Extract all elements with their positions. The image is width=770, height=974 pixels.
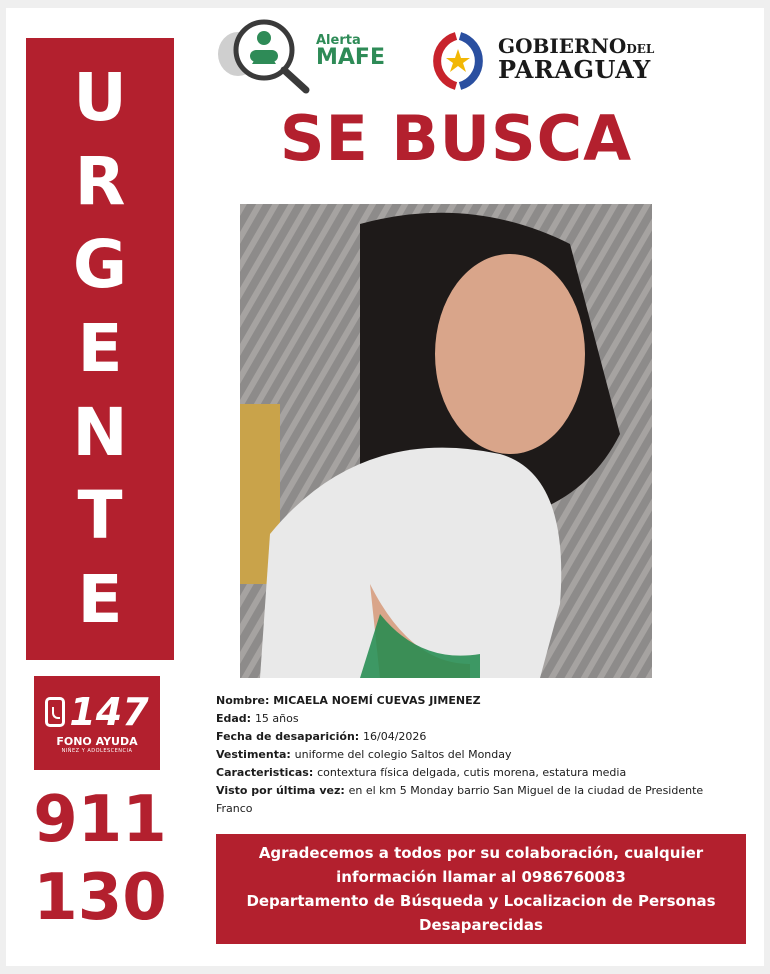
detail-traits: Caracteristicas: contextura física delgada, cutis morena, estatura media: [216, 766, 627, 779]
fono-number: 147: [69, 689, 149, 734]
paraguay-seal-icon: [426, 30, 490, 90]
detail-last-seen: Visto por última vez: en el km 5 Monday barrio San Miguel de la ciudad de Presidente Franco: [216, 784, 704, 815]
missing-person-poster: [6, 8, 764, 966]
person-details: [216, 692, 736, 818]
mafe-big-text: MAFE: [316, 45, 385, 70]
detail-name: Nombre: MICAELA NOEMÍ CUEVAS JIMENEZ: [216, 694, 481, 707]
fono-ayuda-badge: [34, 676, 160, 770]
footer-line: Agradecemos a todos por su colaboración, cualquier: [258, 844, 704, 862]
fono-label: FONO AYUDA: [56, 734, 138, 748]
emergency-number-130: 130: [33, 861, 167, 935]
missing-person-photo: [240, 204, 652, 678]
footer-line: información llamar al 0986760083: [336, 868, 626, 886]
urgent-letter: N: [72, 393, 128, 471]
detail-clothes: Vestimenta: uniforme del colegio Saltos del Monday: [216, 748, 512, 761]
urgent-letter: G: [72, 226, 128, 304]
detail-age: Edad: 15 años: [216, 712, 299, 725]
urgent-letter: E: [77, 309, 123, 387]
gov-text-small: DEL: [626, 42, 655, 56]
gobierno-paraguay-logo: [426, 30, 706, 90]
mafe-small-text: Alerta: [316, 33, 361, 48]
footer-line: Departamento de Búsqueda y Localizacion de Personas: [246, 892, 716, 910]
poster-title: SE BUSCA: [279, 102, 633, 175]
footer-line: Desaparecidas: [419, 916, 543, 934]
contact-footer: [216, 834, 746, 944]
emergency-number-911: 911: [33, 783, 167, 857]
gov-text-main: GOBIERNO: [498, 34, 627, 58]
phone-icon: [45, 697, 65, 727]
urgent-letter: T: [77, 477, 123, 555]
urgent-letter: E: [77, 561, 123, 639]
detail-date: Fecha de desaparición: 16/04/2026: [216, 730, 427, 743]
magnifier-person-icon: [216, 14, 316, 94]
urgent-letter: R: [74, 142, 126, 220]
fono-sublabel: NIÑEZ Y ADOLESCENCIA: [61, 747, 133, 754]
urgent-banner: [26, 38, 174, 660]
gov-text-country: PARAGUAY: [498, 55, 651, 84]
alerta-mafe-logo: [216, 14, 406, 94]
urgent-letter: U: [73, 58, 127, 136]
